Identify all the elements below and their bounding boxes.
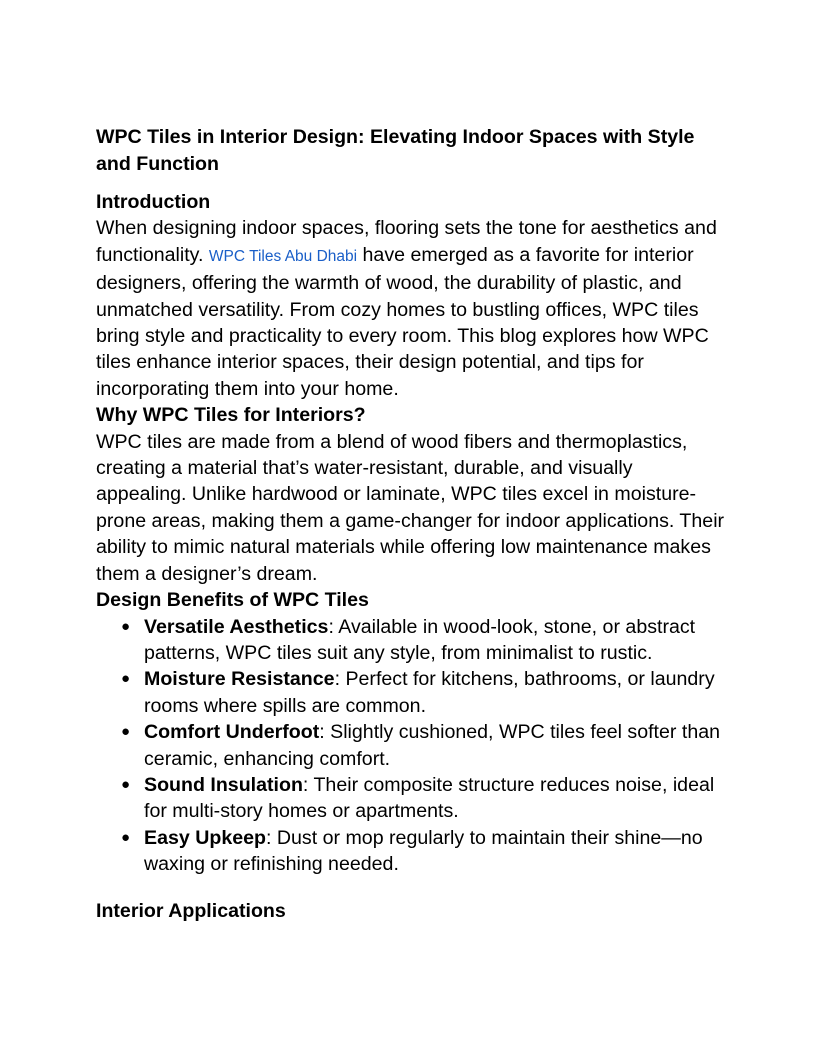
document-page <box>96 124 726 924</box>
intro-text-before-link: When designing indoor spaces, flooring sets the tone for aesthetics and functionality. <box>96 217 717 266</box>
list-item <box>96 772 726 825</box>
bullet-icon: ● <box>121 670 131 688</box>
benefits-list <box>96 614 726 878</box>
intro-heading: Introduction <box>96 191 211 213</box>
benefit-label: Sound Insulation <box>144 773 303 796</box>
benefit-label: Easy Upkeep <box>144 826 266 849</box>
benefit-label: Versatile Aesthetics <box>144 615 329 638</box>
benefit-text: : Available in wood-look, stone, or abstract patterns, WPC tiles suit any style, from minimalist to rustic. <box>144 615 696 664</box>
document-title: WPC Tiles in Interior Design: Elevating Indoor Spaces with Style and Function <box>96 126 695 175</box>
why-heading: Why WPC Tiles for Interiors? <box>96 404 366 427</box>
spacer <box>96 878 726 898</box>
wpc-tiles-abu-dhabi-link[interactable]: WPC Tiles Abu Dhabi <box>208 247 358 265</box>
list-item <box>96 719 726 772</box>
intro-paragraph <box>96 215 726 402</box>
intro-text-after-link: have emerged as a favorite for interior designers, offering the warmth of wood, the durability of plastic, and unmatched versatility. From cozy homes to bustling offices, WPC tiles bring style and practicality to every room. This blog explores how WPC tiles enhance interior spaces, their design potential, and tips for incorporating them into your home. <box>96 243 709 400</box>
bullet-icon: ● <box>121 723 131 741</box>
list-item <box>96 666 726 719</box>
spacer <box>96 178 726 189</box>
applications-heading: Interior Applications <box>96 899 286 922</box>
bullet-icon: ● <box>121 828 131 846</box>
list-item <box>96 614 726 667</box>
bullet-icon: ● <box>121 775 131 793</box>
benefit-text: : Dust or mop regularly to maintain their shine—no waxing or refinishing needed. <box>144 826 703 876</box>
benefit-text: : Perfect for kitchens, bathrooms, or laundry rooms where spills are common. <box>144 668 715 717</box>
benefit-text: : Their composite structure reduces noise, ideal for multi-story homes or apartments. <box>144 773 715 823</box>
list-item <box>96 825 726 878</box>
benefits-heading: Design Benefits of WPC Tiles <box>96 589 369 612</box>
benefit-text: : Slightly cushioned, WPC tiles feel softer than ceramic, enhancing comfort. <box>144 721 721 770</box>
benefit-label: Moisture Resistance <box>144 668 335 691</box>
benefit-label: Comfort Underfoot <box>144 721 320 744</box>
why-paragraph: WPC tiles are made from a blend of wood fibers and thermoplastics, creating a material that’s water-resistant, durable, and visually appealing. Unlike hardwood or laminate, WPC tiles excel in moisture-prone areas, making them a game-changer for indoor applications. Their ability to mimic natural materials while offering low maintenance makes them a designer’s dream. <box>96 430 725 585</box>
bullet-icon: ● <box>121 617 131 635</box>
